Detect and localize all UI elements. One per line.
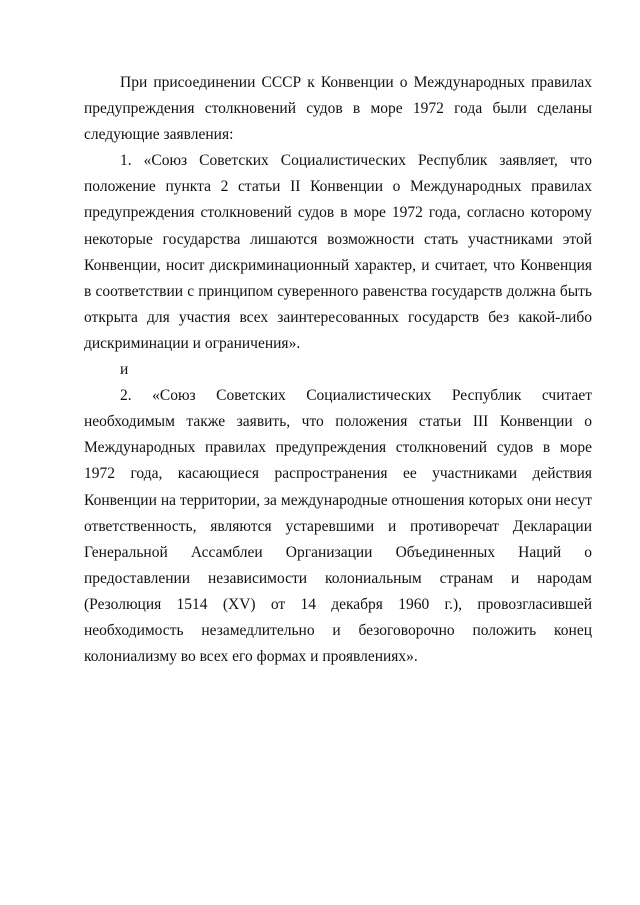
- declaration-1-paragraph: 1. «Союз Советских Социалистических Республик заявляет, что положение пункта 2 статьи II Конвенции о Международных правилах предупреждения столкновений судов в море 1972 года, согласно которому некоторые государства лишаются возможности стать участниками этой Конвенции, носит дискриминационный характер, и считает, что Конвенция в соответствии с принципом суверенного равенства государств должна быть открыта для участия всех заинтересованных государств без какой-либо дискриминации и ограничения».: [84, 152, 592, 352]
- conjunction-line: и: [120, 361, 129, 379]
- declaration-2-paragraph: 2. «Союз Советских Социалистических Республик считает необходимым также заявить, что положения статьи III Конвенции о Международных правилах предупреждения столкновений судов в море 1972 года, касающиеся распространения ее участниками действия Конвенции на территории, за международные отношения которых они несут ответственность, являются устаревшими и противоречат Декларации Генеральной Ассамблеи Организации Объединенных Наций о предоставлении независимости колониальным странам и народам (Резолюция 1514 (XV) от 14 декабря 1960 г.), провозгласившей необходимость незамедлительно и безоговорочно положить конец колониализму во всех его формах и проявлениях».: [84, 387, 592, 666]
- document-body: [84, 70, 592, 670]
- intro-paragraph: При присоединении СССР к Конвенции о Международных правилах предупреждения столкновений судов в море 1972 года были сделаны следующие заявления:: [84, 74, 592, 144]
